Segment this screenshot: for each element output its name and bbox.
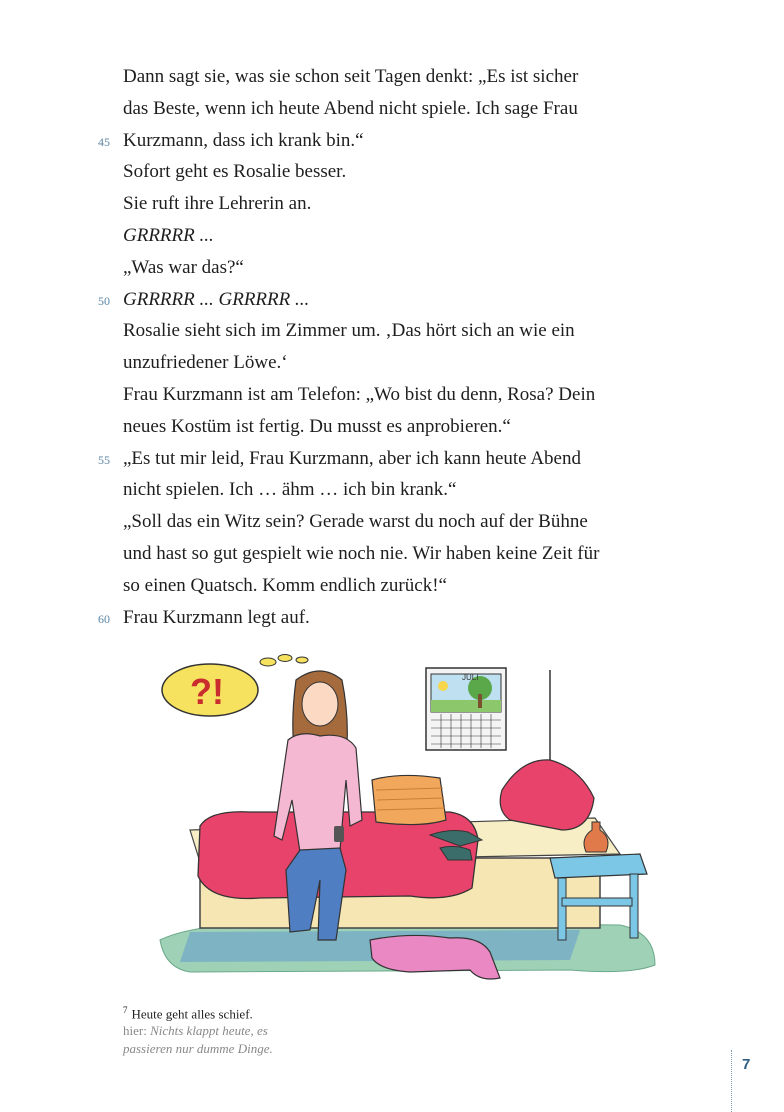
- footnote-explanation-line2: passieren nur dumme Dinge.: [123, 1041, 273, 1056]
- page-number-rule: [731, 1050, 732, 1112]
- text-line: unzufriedener Löwe.‘: [123, 352, 288, 374]
- text-line: das Beste, wenn ich heute Abend nicht spiele. Ich sage Frau: [123, 97, 578, 119]
- text-line: Kurzmann, dass ich krank bin.“: [123, 129, 364, 151]
- footnote-term-text: Heute geht alles schief.: [131, 1006, 253, 1022]
- thought-bubble-text: ?!: [190, 671, 224, 712]
- illustration-girl-on-bed: [150, 640, 670, 1000]
- text-line: Sie ruft ihre Lehrerin an.: [123, 193, 312, 215]
- text-line: Dann sagt sie, was sie schon seit Tagen denkt: „Es ist sicher: [123, 66, 579, 87]
- text-line: und hast so gut gespielt wie noch nie. Wir haben keine Zeit für: [123, 543, 600, 564]
- text-line: neues Kostüm ist fertig. Du musst es anprobieren.“: [123, 415, 511, 437]
- text-line: Frau Kurzmann legt auf.: [123, 606, 310, 628]
- footnote-explanation: [123, 1022, 273, 1058]
- line-number: 60: [98, 611, 110, 626]
- text-line: nicht spielen. Ich … ähm … ich bin krank.“: [123, 479, 457, 501]
- text-line: GRRRRR ...: [123, 225, 214, 246]
- text-line: Rosalie sieht sich im Zimmer um. ‚Das hört sich an wie ein: [123, 320, 575, 342]
- text-line: „Es tut mir leid, Frau Kurzmann, aber ich kann heute Abend: [123, 447, 581, 469]
- line-number: 50: [98, 293, 110, 308]
- line-number: 55: [98, 452, 110, 467]
- footnote-explanation-line1: Nichts klappt heute, es: [150, 1023, 268, 1038]
- calendar-month-label: JULI: [462, 673, 479, 682]
- text-line: „Soll das ein Witz sein? Gerade warst du noch auf der Bühne: [123, 511, 588, 533]
- text-line: Frau Kurzmann ist am Telefon: „Wo bist du denn, Rosa? Dein: [123, 384, 596, 405]
- line-number: 45: [98, 134, 110, 149]
- footnote-prefix: hier:: [123, 1023, 147, 1038]
- calendar: [426, 668, 506, 750]
- page-number: 7: [742, 1056, 751, 1073]
- text-line: „Was war das?“: [123, 256, 244, 278]
- text-line: Sofort geht es Rosalie besser.: [123, 161, 347, 183]
- thought-bubble: [162, 655, 308, 717]
- footnote-number: 7: [123, 1005, 128, 1015]
- text-line: GRRRRR ... GRRRRR ...: [123, 288, 310, 310]
- text-line: so einen Quatsch. Komm endlich zurück!“: [123, 574, 447, 596]
- footnote-term: [123, 1002, 253, 1022]
